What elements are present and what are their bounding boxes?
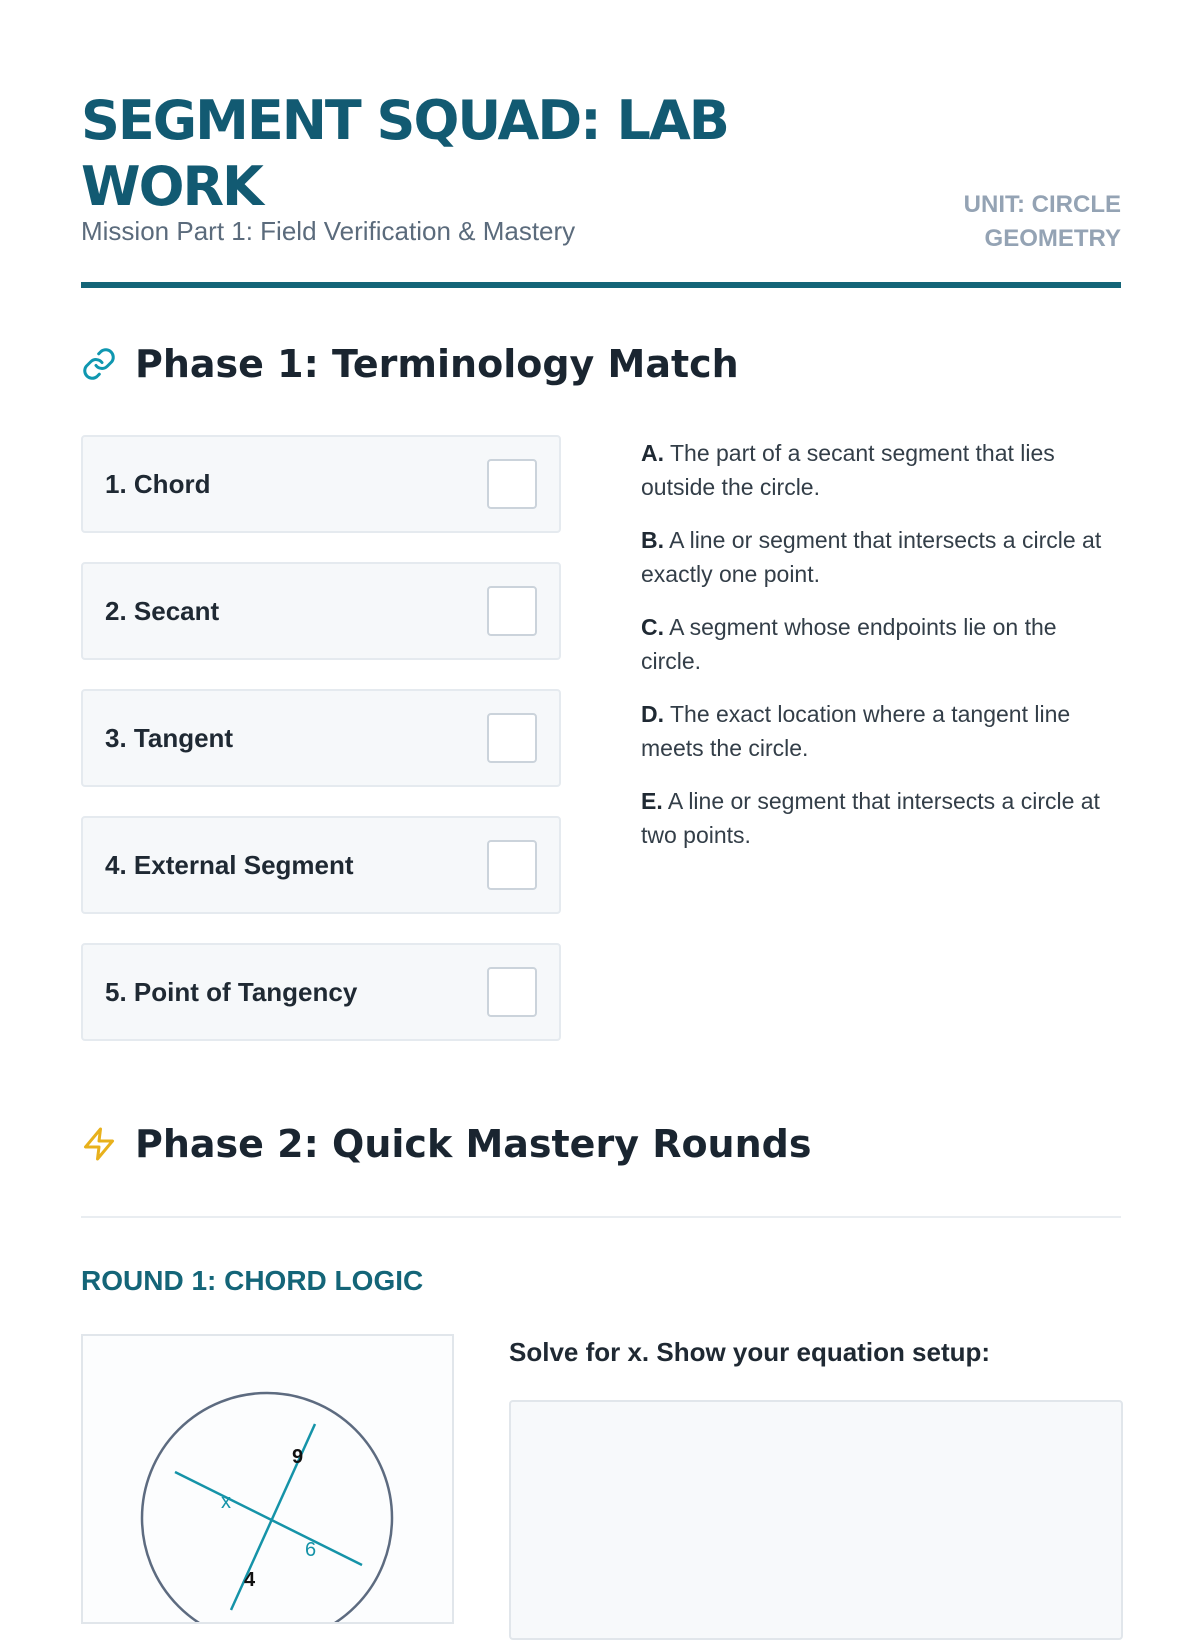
phase-1-heading bbox=[81, 342, 739, 386]
answer-box-chord[interactable] bbox=[487, 459, 537, 509]
round-1-prompt: Solve for x. Show your equation setup: bbox=[509, 1337, 991, 1367]
definition-b bbox=[641, 523, 1121, 591]
chord-2 bbox=[175, 1472, 362, 1565]
phase-1-heading-text: Phase 1: Terminology Match bbox=[135, 342, 739, 386]
term-row-tangent bbox=[81, 689, 561, 787]
definition-letter: E. bbox=[641, 788, 663, 814]
term-label: 2. Secant bbox=[105, 595, 220, 626]
term-label: 4. External Segment bbox=[105, 849, 354, 880]
term-label: 1. Chord bbox=[105, 468, 211, 499]
answer-box-tangent[interactable] bbox=[487, 713, 537, 763]
circle bbox=[142, 1393, 392, 1622]
chord-diagram bbox=[83, 1336, 452, 1622]
term-list bbox=[81, 435, 561, 1070]
segment-label-top: 9 bbox=[292, 1446, 304, 1468]
segment-label-right: 6 bbox=[305, 1539, 317, 1561]
answer-box-secant[interactable] bbox=[487, 586, 537, 636]
definition-text: A line or segment that intersects a circle at exactly one point. bbox=[641, 527, 1102, 587]
term-label: 5. Point of Tangency bbox=[105, 976, 358, 1007]
unit-label-line-2: GEOMETRY bbox=[984, 225, 1121, 252]
round-1-title: ROUND 1: CHORD LOGIC bbox=[81, 1265, 424, 1296]
section-divider bbox=[81, 1216, 1121, 1218]
header bbox=[81, 88, 1121, 288]
page-title: SEGMENT SQUAD: LAB WORK bbox=[81, 89, 728, 218]
chord-diagram-card bbox=[81, 1334, 454, 1624]
segment-label-bottom: 4 bbox=[244, 1569, 256, 1591]
definition-text: A line or segment that intersects a circle at two points. bbox=[641, 788, 1100, 848]
term-row-external-segment bbox=[81, 816, 561, 914]
phase-2-heading bbox=[81, 1122, 812, 1166]
definition-text: A segment whose endpoints lie on the circle. bbox=[641, 614, 1057, 674]
lightning-icon bbox=[81, 1126, 117, 1162]
definition-a bbox=[641, 436, 1121, 504]
definition-letter: D. bbox=[641, 701, 664, 727]
page-subtitle: Mission Part 1: Field Verification & Mastery bbox=[81, 216, 576, 246]
unit-label-line-1: UNIT: CIRCLE bbox=[963, 191, 1121, 218]
term-row-point-of-tangency bbox=[81, 943, 561, 1041]
phase-2-heading-text: Phase 2: Quick Mastery Rounds bbox=[135, 1122, 812, 1166]
definition-letter: C. bbox=[641, 614, 664, 640]
round-1-work-area[interactable] bbox=[509, 1400, 1123, 1640]
definition-letter: A. bbox=[641, 440, 664, 466]
term-label: 3. Tangent bbox=[105, 722, 234, 753]
unit-label bbox=[964, 188, 1121, 256]
term-row-secant bbox=[81, 562, 561, 660]
answer-box-external-segment[interactable] bbox=[487, 840, 537, 890]
definition-d bbox=[641, 697, 1121, 765]
term-row-chord bbox=[81, 435, 561, 533]
definition-c bbox=[641, 610, 1121, 678]
definition-letter: B. bbox=[641, 527, 664, 553]
link-icon bbox=[81, 346, 117, 382]
definition-text: The exact location where a tangent line meets the circle. bbox=[641, 701, 1071, 761]
answer-box-point-of-tangency[interactable] bbox=[487, 967, 537, 1017]
definition-text: The part of a secant segment that lies outside the circle. bbox=[641, 440, 1055, 500]
segment-label-left: x bbox=[221, 1491, 231, 1513]
definition-list bbox=[641, 436, 1121, 871]
definition-e bbox=[641, 784, 1121, 852]
